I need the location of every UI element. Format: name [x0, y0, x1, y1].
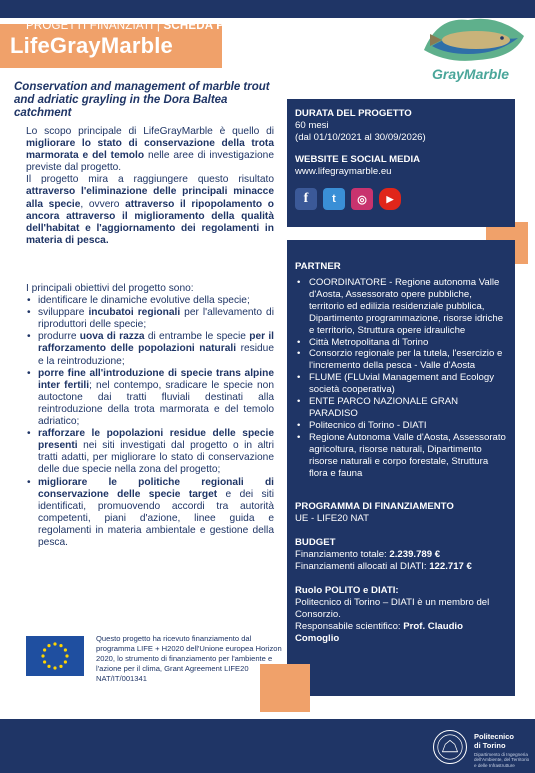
- project-title: LifeGrayMarble: [10, 33, 173, 58]
- partner-title: PARTNER: [295, 261, 341, 272]
- intro-text: [26, 126, 274, 247]
- objectives-section: [26, 283, 274, 549]
- partner-item: • Politecnico di Torino - DIATI: [295, 420, 507, 432]
- logo-wordmark: GrayMarble: [432, 66, 510, 82]
- polito-seal-icon: [433, 730, 467, 764]
- partner-item: • COORDINATORE - Regione autonoma Valle d'Aosta, Assessorato opere pubbliche, territorio ed edilizia residenziale pubblica, Dipartimento programmazione, risorse idriche e territorio, Struttura opere idrauliche: [295, 277, 507, 337]
- role-title: Ruolo POLITO e DIATI:: [295, 585, 399, 597]
- project-subtitle: Conservation and management of marble trout and adriatic grayling in the Dora Baltea catchment: [14, 81, 270, 119]
- objective-item: • identificare le dinamiche evolutive della specie;: [26, 295, 274, 307]
- role-responsible: Responsabile scientifico: Prof. Claudio Comoglio: [295, 621, 463, 645]
- duration-dates: (dal 01/10/2021 al 30/09/2026): [295, 132, 426, 143]
- partner-item: • FLUME (FLUvial Management and Ecology società cooperativa): [295, 372, 507, 396]
- objective-item: • porre fine all'introduzione di specie trans alpine inter fertili; nel contempo, sradicare le specie non autoctone dai tratti fluviali destinati alla reintroduzione della trota marmorata e del temolo adriatico;: [26, 368, 274, 428]
- intro-paragraph-2: Il progetto mira a raggiungere questo risultato attraverso l'eliminazione delle principali minacce alla specie, ovvero attraverso il ripopolamento o ancora attraverso il miglioramento della qualità dell'habitat e l'aggiornamento dei regolamenti in materia di pesca.: [26, 174, 274, 246]
- duration-months: 60 mesi: [295, 120, 329, 131]
- project-info-panel: [287, 99, 515, 227]
- polito-department: Dipartimento di Ingegneria dell'Ambiente, del Territorio e delle Infrastrutture: [474, 752, 530, 768]
- instagram-icon[interactable]: ◎: [351, 188, 373, 210]
- funding-title: PROGRAMMA DI FINANZIAMENTO: [295, 501, 454, 513]
- objective-item: • migliorare le politiche regionali di conservazione delle specie target e dei siti identificati, promuovendo accordi tra autorità competenti, piani d'azione, linee guida e regolamenti in materia ambientale e gestione della pesca.: [26, 477, 274, 550]
- partners-panel: [287, 240, 515, 696]
- objectives-list: [26, 295, 274, 549]
- footer-label: PROGETTI FINANZIATI | SCHEDA PROGETTO: [26, 20, 283, 32]
- objective-item: • sviluppare incubatoi regionali per l'allevamento di riproduttori delle specie;: [26, 307, 274, 331]
- polito-name: Politecnico di Torino: [474, 732, 515, 750]
- social-links: [295, 188, 507, 210]
- objectives-heading: I principali obiettivi del progetto sono:: [26, 283, 194, 294]
- web-title: WEBSITE E SOCIAL MEDIA: [295, 154, 421, 165]
- budget-diati: Finanziamenti allocati al DIATI: 122.717 €: [295, 561, 472, 573]
- partner-list: [295, 277, 507, 479]
- eu-funding-notice: [26, 634, 282, 698]
- role-text: Politecnico di Torino – DIATI è un membro del Consorzio.: [295, 597, 490, 621]
- eu-funding-text: Questo progetto ha ricevuto finanziamento dal programma LIFE + H2020 dell'Unione europea Horizon 2020, lo strumento di finanziamento per l'ambiente e l'azione per il clima, Grant Agreement LIFE20 NAT/IT/001341: [96, 634, 282, 683]
- duration-title: DURATA DEL PROGETTO: [295, 108, 412, 119]
- partner-item: • Regione Autonoma Valle d'Aosta, Assessorato agricoltura, risorse naturali, Dipartimento risorse naturali e corpo forestale, Struttura flora e fauna: [295, 432, 507, 480]
- twitter-icon[interactable]: t: [323, 188, 345, 210]
- eu-flag-icon: [26, 636, 84, 676]
- partner-item: • ENTE PARCO NAZIONALE GRAN PARADISO: [295, 396, 507, 420]
- website-link[interactable]: www.lifegraymarble.eu: [295, 166, 392, 177]
- objective-item: • rafforzare le popolazioni residue delle specie presenti nei siti investigati dal progetto o in altri tratti adatti, per migliorare lo stato di conservazione delle due specie nella zona del progetto;: [26, 428, 274, 476]
- intro-paragraph-1: Lo scopo principale di LifeGrayMarble è quello di migliorare lo stato di conservazione della trota marmorata e del temolo nelle aree di investigazione previste dal progetto.: [26, 126, 274, 174]
- partner-item: • Consorzio regionale per la tutela, l'esercizio e l'incremento della pesca - Valle d'Aosta: [295, 348, 507, 372]
- funding-value: UE - LIFE20 NAT: [295, 513, 369, 525]
- youtube-icon[interactable]: ▶: [379, 188, 401, 210]
- objective-item: • produrre uova di razza di entrambe le specie per il rafforzamento delle popolazioni naturali residue e la reintroduzione;: [26, 331, 274, 367]
- budget-title: BUDGET: [295, 537, 336, 549]
- decorative-square: [260, 664, 310, 712]
- partner-item: • Città Metropolitana di Torino: [295, 337, 507, 349]
- budget-total: Finanziamento totale: 2.239.789 €: [295, 549, 441, 561]
- facebook-icon[interactable]: f: [295, 188, 317, 210]
